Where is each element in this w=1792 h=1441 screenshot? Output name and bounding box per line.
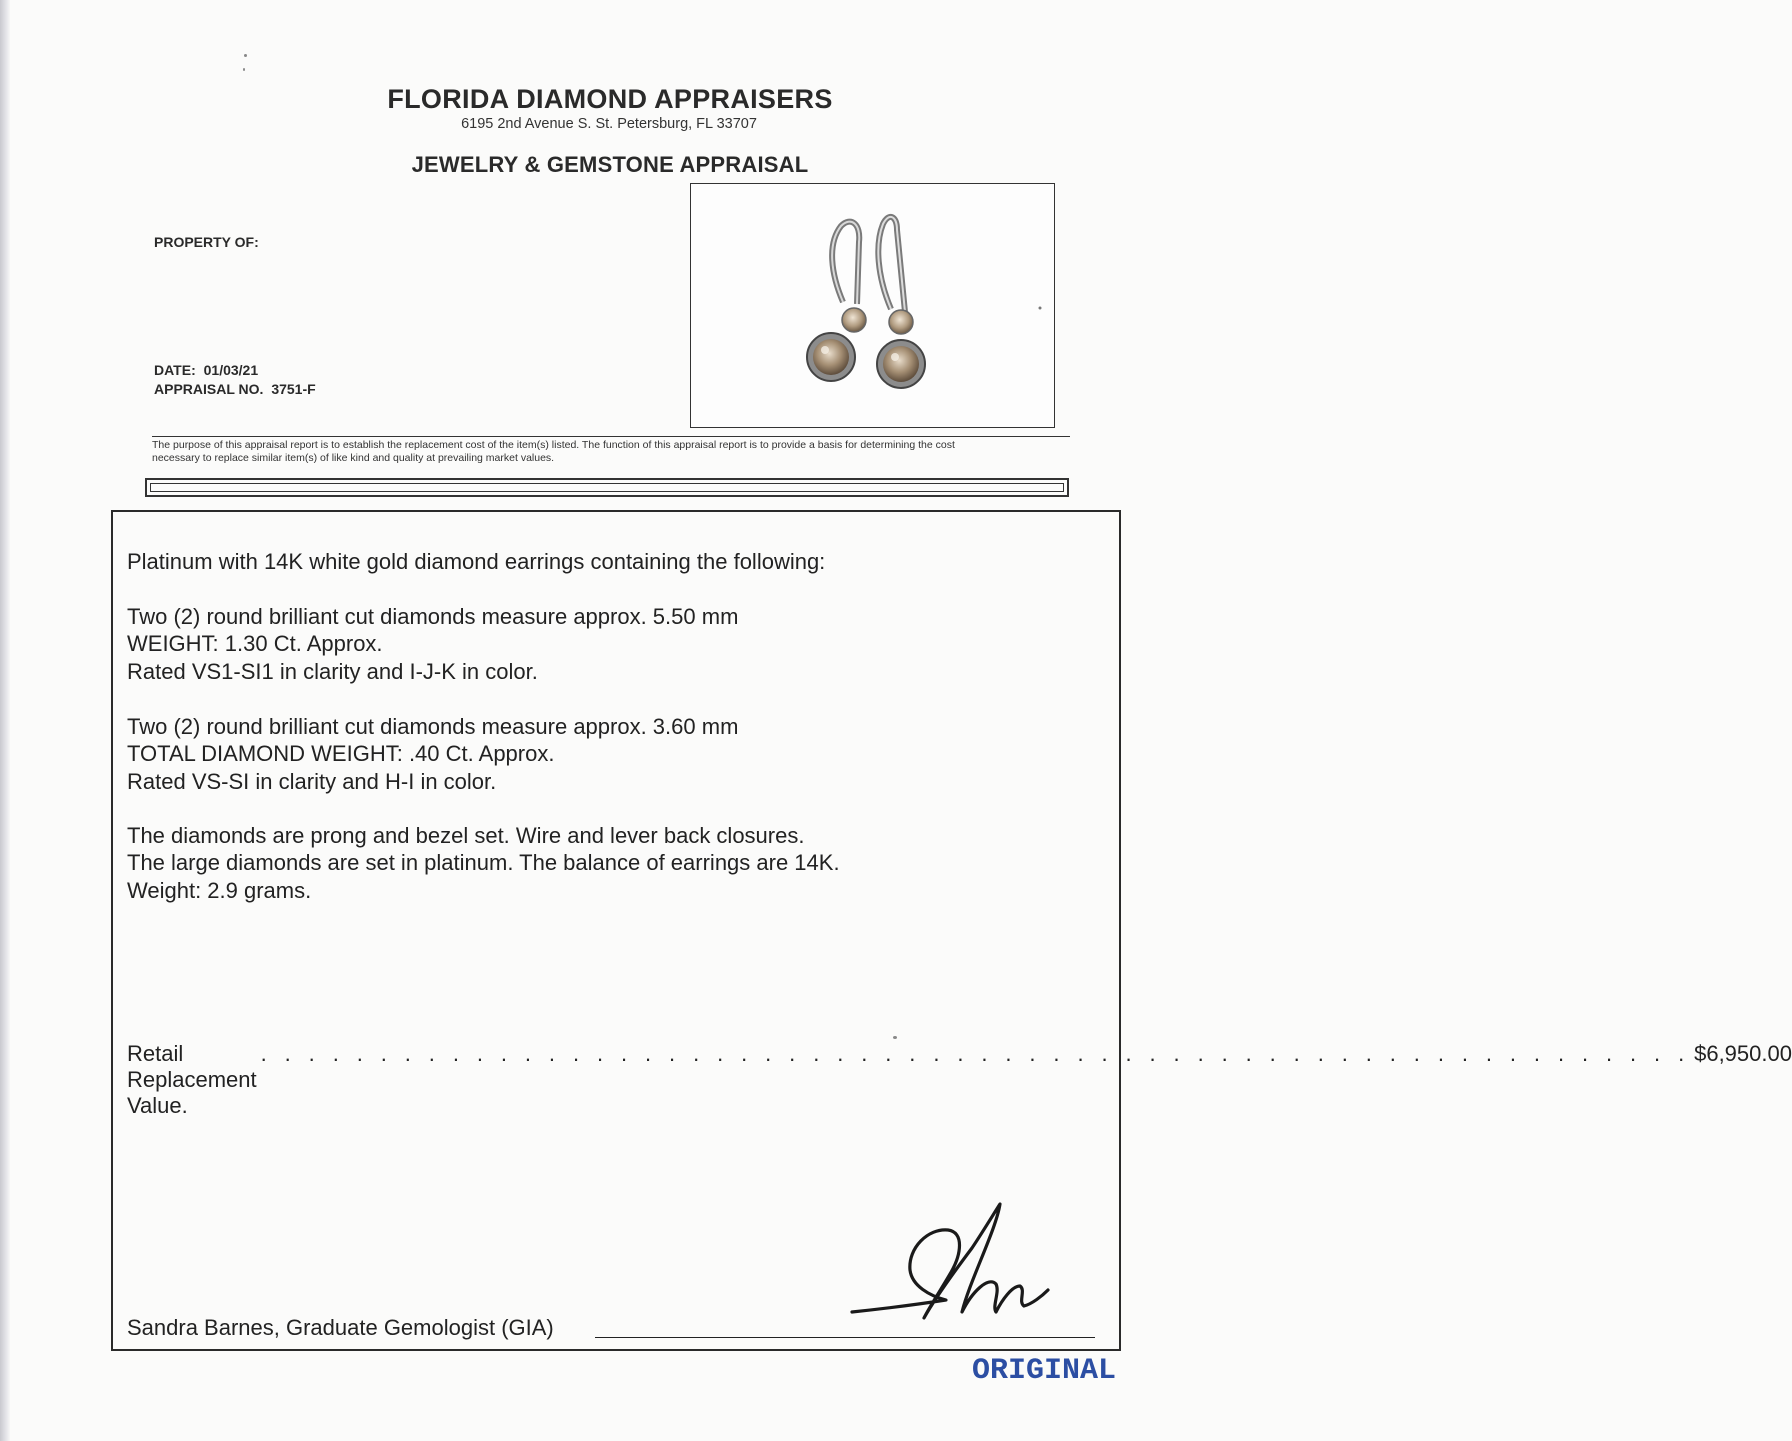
date-value: 01/03/21 xyxy=(203,362,259,378)
company-name: FLORIDA DIAMOND APPRAISERS xyxy=(387,84,833,114)
setting-line: The diamonds are prong and bezel set. Wire and lever back closures. xyxy=(127,823,805,848)
valuation-row xyxy=(127,1041,1792,1118)
earrings-photo-icon xyxy=(691,184,1054,427)
document-title: JEWELRY & GEMSTONE APPRAISAL xyxy=(411,152,809,177)
separator-bar xyxy=(145,478,1069,497)
stone-line: Two (2) round brilliant cut diamonds measure approx. 3.60 mm xyxy=(127,714,739,739)
purpose-statement xyxy=(152,436,1070,465)
appraisal-number-value: 3751-F xyxy=(271,381,316,397)
appraiser-name: Sandra Barnes, Graduate Gemologist (GIA) xyxy=(127,1315,554,1340)
valuation-leader: . . . . . . . . . . . . . . . . . . . . . . . . . . . . . . . . . . . . . . . . . . . . . . . . . . . . . . . . . . . . xyxy=(260,1041,1691,1066)
item-photo-frame xyxy=(690,183,1055,428)
description-intro xyxy=(127,548,825,575)
appraisal-number-row xyxy=(154,381,316,397)
intro-line: Platinum with 14K white gold diamond earrings containing the following: xyxy=(127,549,826,574)
stone-group-2 xyxy=(127,713,738,795)
stone-line: WEIGHT: 1.30 Ct. Approx. xyxy=(127,631,383,657)
stone-line: TOTAL DIAMOND WEIGHT: .40 Ct. Approx. xyxy=(127,741,555,767)
property-of-label: PROPERTY OF: xyxy=(154,234,259,250)
stone-line: Rated VS1-SI1 in clarity and I-J-K in color. xyxy=(127,658,538,684)
company-address: 6195 2nd Avenue S. St. Petersburg, FL 33707 xyxy=(461,116,757,132)
scan-speck xyxy=(244,54,247,57)
date-row xyxy=(154,362,258,378)
date-label: DATE: xyxy=(154,362,196,378)
valuation-label: Retail Replacement Value. xyxy=(127,1041,257,1118)
signature-line xyxy=(595,1337,1095,1338)
setting-line: The large diamonds are set in platinum. The balance of earrings are 14K. xyxy=(127,850,840,876)
appraisal-number-label: APPRAISAL NO. xyxy=(154,381,264,397)
stone-line: Two (2) round brilliant cut diamonds measure approx. 5.50 mm xyxy=(127,604,739,629)
setting-line: Weight: 2.9 grams. xyxy=(127,877,312,903)
scan-edge xyxy=(0,0,10,1441)
stone-group-1 xyxy=(127,603,738,685)
purpose-line: necessary to replace similar item(s) of like kind and quality at prevailing market values. xyxy=(152,452,555,464)
setting-details xyxy=(127,822,840,904)
valuation-amount: $6,950.00 xyxy=(1694,1041,1792,1066)
scan-speck xyxy=(243,68,245,71)
original-stamp: ORIGINAL xyxy=(972,1354,1117,1388)
stone-line: Rated VS-SI in clarity and H-I in color. xyxy=(127,768,497,794)
handwritten-signature-icon xyxy=(850,1200,1060,1335)
purpose-line: The purpose of this appraisal report is to establish the replacement cost of the item(s) listed. The function of this appraisal report is to provide a basis for determining the cost xyxy=(152,439,955,451)
